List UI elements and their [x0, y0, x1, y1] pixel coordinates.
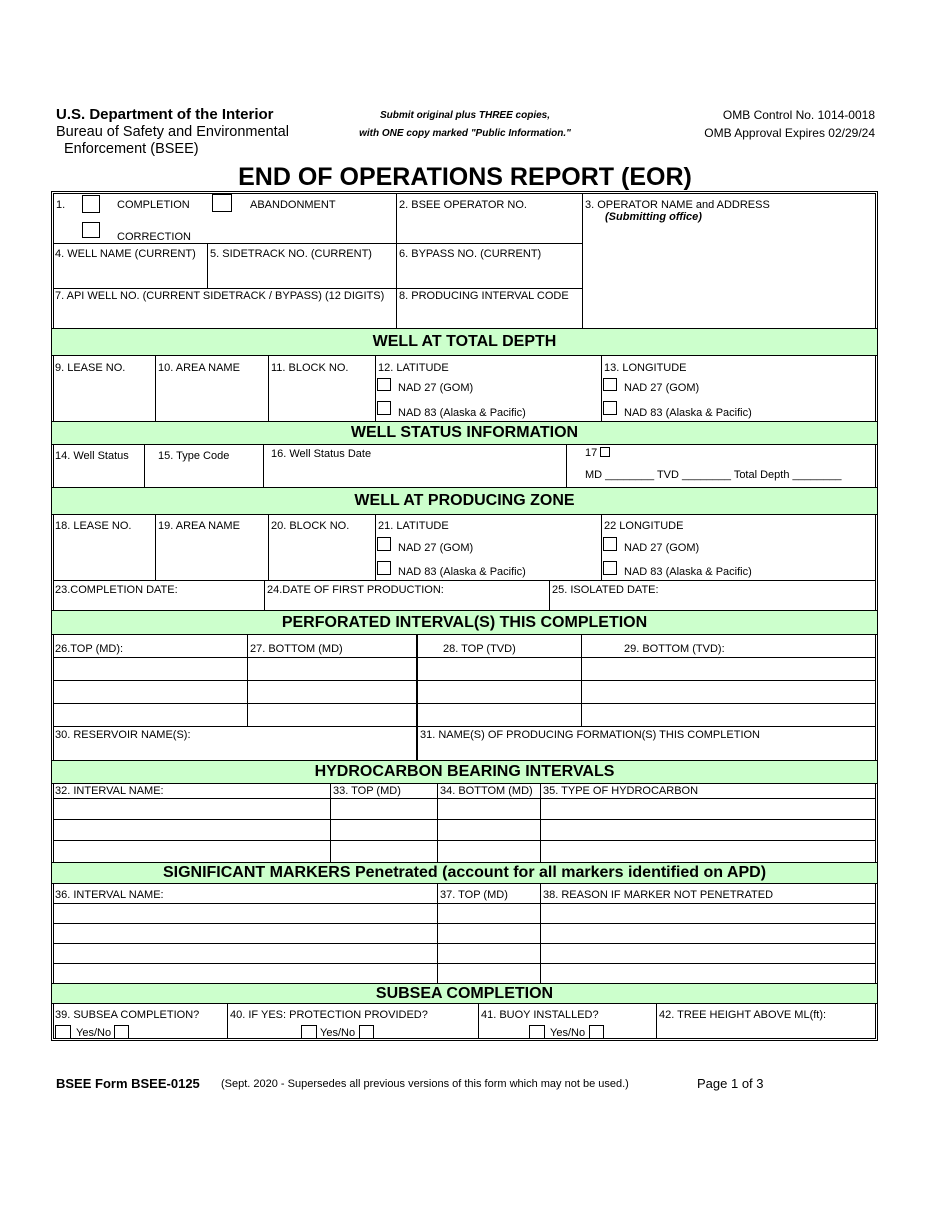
field-39-label: 39. SUBSEA COMPLETION? — [55, 1009, 200, 1021]
divider — [263, 445, 264, 487]
pz-lon-nad27-checkbox[interactable] — [603, 537, 617, 551]
divider — [53, 840, 876, 841]
field-29-label: 29. BOTTOM (TVD): — [624, 643, 725, 655]
department-name: U.S. Department of the Interior — [56, 106, 274, 123]
protection-yes-checkbox[interactable] — [301, 1025, 317, 1039]
divider — [566, 445, 567, 487]
divider — [581, 635, 582, 726]
divider — [53, 703, 876, 704]
bureau-name-line1: Bureau of Safety and Environmental — [56, 124, 289, 140]
page-number: Page 1 of 3 — [697, 1076, 764, 1091]
divider — [375, 356, 376, 421]
field-16-label: 16. Well Status Date — [271, 448, 372, 460]
form-title: END OF OPERATIONS REPORT (EOR) — [238, 163, 692, 191]
field-17-label: 17 — [585, 447, 598, 459]
divider — [375, 515, 376, 580]
section-producing-zone: WELL AT PRODUCING ZONE — [52, 487, 877, 515]
field-4-label: 4. WELL NAME (CURRENT) — [55, 248, 196, 260]
field-1-label: 1. — [56, 199, 66, 211]
divider — [144, 445, 145, 487]
divider — [53, 943, 876, 944]
pz-lat-nad27-label: NAD 27 (GOM) — [398, 542, 474, 554]
divider — [416, 635, 418, 760]
pz-lat-nad27-checkbox[interactable] — [377, 537, 391, 551]
divider — [268, 515, 269, 580]
field-11-label: 11. BLOCK NO. — [271, 362, 349, 374]
field-10-label: 10. AREA NAME — [158, 362, 240, 374]
divider — [247, 635, 248, 726]
subsea-yes-checkbox[interactable] — [55, 1025, 71, 1039]
field-27-label: 27. BOTTOM (MD) — [250, 643, 343, 655]
td-lat-nad83-label: NAD 83 (Alaska & Pacific) — [398, 407, 526, 419]
field-32-label: 32. INTERVAL NAME: — [55, 785, 164, 797]
td-lat-nad27-checkbox[interactable] — [377, 378, 391, 391]
field-13-label: 13. LONGITUDE — [604, 362, 687, 374]
subsea-yesno-label: Yes/No — [76, 1027, 112, 1039]
pz-lon-nad27-label: NAD 27 (GOM) — [624, 542, 700, 554]
subsea-no-checkbox[interactable] — [114, 1025, 129, 1039]
divider — [268, 356, 269, 421]
field-5-label: 5. SIDETRACK NO. (CURRENT) — [210, 248, 372, 260]
completion-checkbox[interactable] — [82, 195, 100, 213]
td-lat-nad83-checkbox[interactable] — [377, 401, 391, 415]
depth-fields: MD ________ TVD ________ Total Depth ________ — [585, 469, 842, 481]
form-number: BSEE Form BSEE-0125 — [56, 1076, 200, 1091]
field-14-label: 14. Well Status — [55, 450, 129, 462]
field-9-label: 9. LEASE NO. — [55, 362, 126, 374]
divider — [549, 580, 550, 610]
divider — [53, 243, 582, 244]
divider — [540, 784, 541, 862]
field-42-label: 42. TREE HEIGHT ABOVE ML(ft): — [659, 1009, 827, 1021]
divider — [478, 1004, 479, 1039]
buoy-no-checkbox[interactable] — [589, 1025, 604, 1039]
submit-instruction-line1: Submit original plus THREE copies, — [379, 110, 551, 121]
field-37-label: 37. TOP (MD) — [440, 889, 508, 901]
td-lon-nad27-checkbox[interactable] — [603, 378, 617, 391]
pz-lat-nad83-checkbox[interactable] — [377, 561, 391, 575]
omb-control-number: OMB Control No. 1014-0018 — [722, 108, 875, 122]
divider — [53, 580, 876, 581]
field-2-label: 2. BSEE OPERATOR NO. — [399, 199, 527, 211]
field-7-label: 7. API WELL NO. (CURRENT SIDETRACK / BYPASS) (12 DIGITS) — [55, 290, 385, 302]
field-6-label: 6. BYPASS NO. (CURRENT) — [399, 248, 542, 260]
field-19-label: 19. AREA NAME — [158, 520, 240, 532]
td-lon-nad27-label: NAD 27 (GOM) — [624, 382, 700, 394]
correction-label: CORRECTION — [117, 231, 191, 243]
field-38-label: 38. REASON IF MARKER NOT PENETRATED — [543, 889, 774, 901]
field-31-label: 31. NAME(S) OF PRODUCING FORMATION(S) THIS COMPLETION — [420, 729, 761, 741]
field-35-label: 35. TYPE OF HYDROCARBON — [543, 785, 699, 797]
divider — [53, 657, 876, 658]
field-40-label: 40. IF YES: PROTECTION PROVIDED? — [230, 1009, 428, 1021]
pz-lon-nad83-checkbox[interactable] — [603, 561, 617, 575]
section-well-status: WELL STATUS INFORMATION — [52, 421, 877, 445]
divider — [264, 580, 265, 610]
divider — [540, 884, 541, 983]
pz-lon-nad83-label: NAD 83 (Alaska & Pacific) — [624, 566, 752, 578]
correction-checkbox[interactable] — [82, 222, 100, 238]
omb-approval-expiry: OMB Approval Expires 02/29/24 — [704, 126, 875, 140]
section-significant-markers: SIGNIFICANT MARKERS Penetrated (account for all markers identified on APD) — [52, 862, 877, 884]
divider — [437, 784, 438, 862]
abandonment-checkbox[interactable] — [212, 194, 232, 212]
buoy-yesno-label: Yes/No — [550, 1027, 586, 1039]
field-34-label: 34. BOTTOM (MD) — [440, 785, 533, 797]
divider — [53, 903, 876, 904]
field-12-label: 12. LATITUDE — [378, 362, 449, 374]
divider — [396, 193, 397, 328]
field-15-label: 15. Type Code — [158, 450, 230, 462]
field-22-label: 22 LONGITUDE — [604, 520, 684, 532]
field-28-label: 28. TOP (TVD) — [443, 643, 516, 655]
divider — [53, 726, 876, 727]
divider — [53, 963, 876, 964]
td-lon-nad83-checkbox[interactable] — [603, 401, 617, 415]
field-24-label: 24.DATE OF FIRST PRODUCTION: — [267, 584, 444, 596]
divider — [53, 923, 876, 924]
bureau-name-line2: Enforcement (BSEE) — [64, 141, 199, 157]
abandonment-label: ABANDONMENT — [250, 199, 336, 211]
divider — [53, 819, 876, 820]
divider — [601, 356, 602, 421]
field-21-label: 21. LATITUDE — [378, 520, 449, 532]
field-20-label: 20. BLOCK NO. — [271, 520, 350, 532]
field-8-label: 8. PRODUCING INTERVAL CODE — [399, 290, 569, 302]
field-36-label: 36. INTERVAL NAME: — [55, 889, 164, 901]
divider — [227, 1004, 228, 1039]
divider — [155, 515, 156, 580]
buoy-yes-checkbox[interactable] — [529, 1025, 545, 1039]
field-33-label: 33. TOP (MD) — [333, 785, 401, 797]
divider — [330, 784, 331, 862]
field-23-label: 23.COMPLETION DATE: — [55, 584, 178, 596]
section-total-depth: WELL AT TOTAL DEPTH — [52, 328, 877, 356]
divider — [437, 884, 438, 983]
divider — [53, 680, 876, 681]
field-3-label: 3. OPERATOR NAME and ADDRESS — [585, 199, 770, 211]
divider — [601, 515, 602, 580]
section-subsea-completion: SUBSEA COMPLETION — [52, 983, 877, 1004]
section-perforated-intervals: PERFORATED INTERVAL(S) THIS COMPLETION — [52, 610, 877, 635]
submit-instruction-line2: with ONE copy marked "Public Information." — [359, 128, 571, 139]
field-18-label: 18. LEASE NO. — [55, 520, 132, 532]
field-26-label: 26.TOP (MD): — [55, 643, 124, 655]
divider — [582, 193, 583, 328]
completion-label: COMPLETION — [117, 199, 190, 211]
td-lat-nad27-label: NAD 27 (GOM) — [398, 382, 474, 394]
pz-lat-nad83-label: NAD 83 (Alaska & Pacific) — [398, 566, 526, 578]
protection-no-checkbox[interactable] — [359, 1025, 374, 1039]
field-17-checkbox[interactable] — [600, 447, 610, 457]
td-lon-nad83-label: NAD 83 (Alaska & Pacific) — [624, 407, 752, 419]
form-revision-note: (Sept. 2020 - Supersedes all previous versions of this form which may not be used.) — [221, 1078, 629, 1090]
field-30-label: 30. RESERVOIR NAME(S): — [55, 729, 191, 741]
divider — [656, 1004, 657, 1039]
divider — [155, 356, 156, 421]
field-3-sublabel: (Submitting office) — [605, 211, 702, 223]
field-25-label: 25. ISOLATED DATE: — [552, 584, 659, 596]
divider — [53, 798, 876, 799]
section-hydrocarbon-intervals: HYDROCARBON BEARING INTERVALS — [52, 760, 877, 784]
divider — [207, 243, 208, 288]
protection-yesno-label: Yes/No — [320, 1027, 356, 1039]
divider — [53, 288, 582, 289]
field-41-label: 41. BUOY INSTALLED? — [481, 1009, 599, 1021]
